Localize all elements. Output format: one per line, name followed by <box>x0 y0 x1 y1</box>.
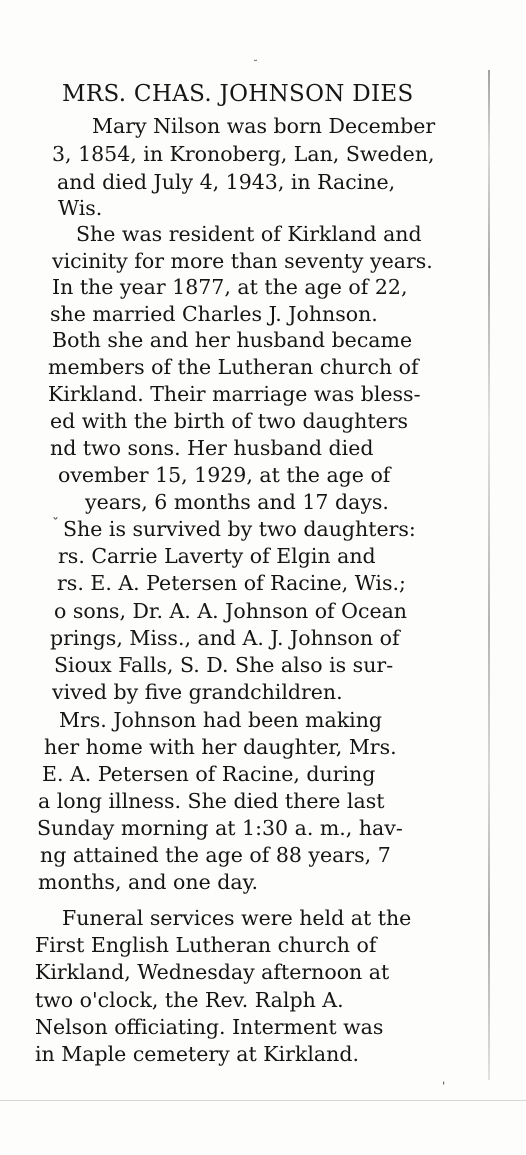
headline: MRS. CHAS. JOHNSON DIES <box>62 81 414 107</box>
text-line: she married Charles J. Johnson. <box>50 302 378 326</box>
text-line: members of the Lutheran church of <box>48 355 419 379</box>
text-line: She is survived by two daughters: <box>63 517 416 541</box>
text-line: In the year 1877, at the age of 22, <box>52 275 408 299</box>
text-line: Wis. <box>58 196 103 220</box>
text-line: She was resident of Kirkland and <box>76 222 422 246</box>
text-line: vived by five grandchildren. <box>52 680 343 704</box>
text-line: ed with the birth of two daughters <box>50 409 409 433</box>
text-line: Funeral services were held at the <box>62 906 412 930</box>
text-line: E. A. Petersen of Racine, during <box>42 762 376 786</box>
text-line: Mary Nilson was born December <box>92 114 436 138</box>
text-line: and died July 4, 1943, in Racine, <box>57 170 396 194</box>
text-line: o sons, Dr. A. A. Johnson of Ocean <box>54 599 408 623</box>
text-line: in Maple cemetery at Kirkland. <box>35 1042 359 1066</box>
text-line: rs. Carrie Laverty of Elgin and <box>58 544 376 568</box>
text-line: ovember 15, 1929, at the age of <box>58 463 391 487</box>
text-line: Kirkland, Wednesday afternoon at <box>35 960 390 984</box>
text-line: Mrs. Johnson had been making <box>59 708 383 732</box>
bottom-edge-rule <box>0 1100 526 1101</box>
text-line: nd two sons. Her husband died <box>50 436 374 460</box>
text-line: First English Lutheran church of <box>35 933 377 957</box>
text-line: rs. E. A. Petersen of Racine, Wis.; <box>57 571 406 595</box>
print-speck-mark: ˯ <box>52 504 59 520</box>
text-line: ng attained the age of 88 years, 7 <box>40 843 391 867</box>
text-line: Sioux Falls, S. D. She also is sur- <box>54 653 394 677</box>
text-line: Both she and her husband became <box>52 328 413 352</box>
text-line: her home with her daughter, Mrs. <box>44 735 397 759</box>
text-line: two o'clock, the Rev. Ralph A. <box>35 988 344 1012</box>
column-rule <box>488 70 490 1080</box>
text-line: a long illness. She died there last <box>38 789 385 813</box>
print-speck-mark: ˘ <box>253 60 258 71</box>
text-line: months, and one day. <box>38 870 258 894</box>
text-line: 3, 1854, in Kronoberg, Lan, Sweden, <box>52 142 435 166</box>
text-line: Sunday morning at 1:30 a. m., hav- <box>37 816 403 840</box>
print-speck-mark: ˈ <box>442 1080 446 1094</box>
text-line: vicinity for more than seventy years. <box>52 249 433 273</box>
text-line: Kirkland. Their marriage was bless- <box>48 382 421 406</box>
text-line: prings, Miss., and A. J. Johnson of <box>50 626 400 650</box>
text-line: Nelson officiating. Interment was <box>35 1015 384 1039</box>
text-line: years, 6 months and 17 days. <box>85 490 389 514</box>
